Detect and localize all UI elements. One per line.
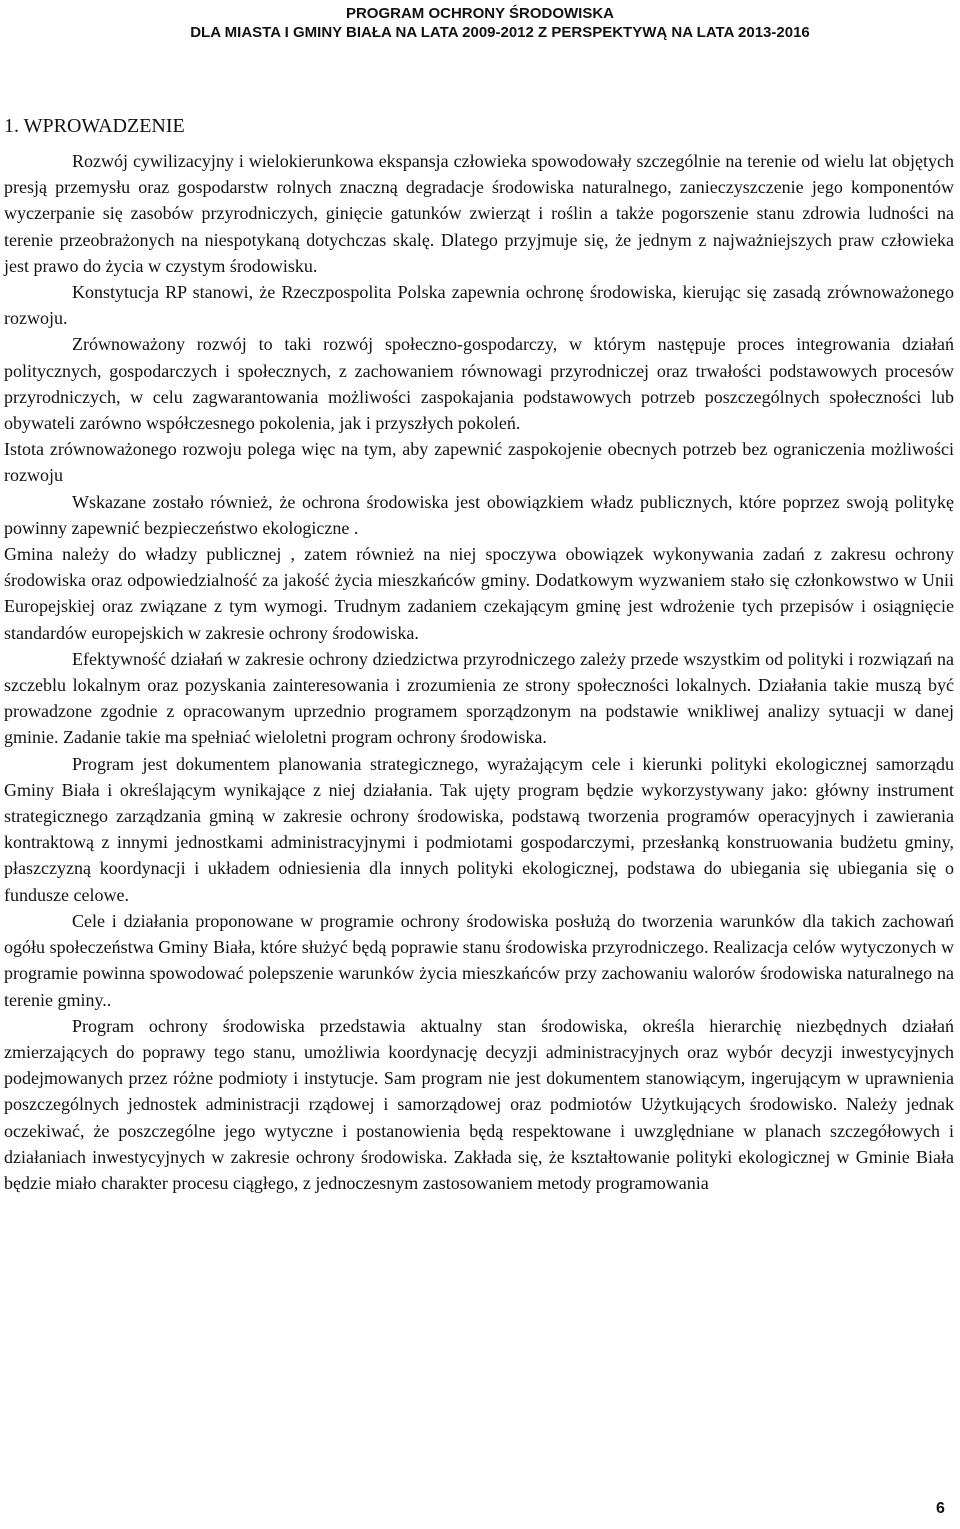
paragraph: Program jest dokumentem planowania strategicznego, wyrażającym cele i kierunki polityki ekologicznej samorządu Gminy Biała i określającym wynikające z niej działania. Tak ujęty program będzie wykorzystywany jako: główny instrument strategicznego zarządzania gminą w zakresie ochrony środowiska, podstawą tworzenia programów operacyjnych i zawierania kontraktową z innymi jednostkami administracyjnymi i podmiotami gospodarczymi, przesłanką konstruowania budżetu gminy, płaszczyzną koordynacji i układem odniesienia dla innych polityki ekologicznej, podstawa do ubiegania się ubiegania się o fundusze celowe. (4, 753, 954, 905)
paragraph: Cele i działania proponowane w programie ochrony środowiska posłużą do tworzenia warunków dla takich zachowań ogółu społeczeństwa Gminy Biała, które służyć będą poprawie stanu środowiska przyrodniczego. Realizacja celów wytyczonych w programie powinna spowodować polepszenie warunków życia mieszkańców przy zachowaniu walorów środowiska naturalnego na terenie gminy.. (4, 910, 954, 1010)
section-title: WPROWADZENIE (23, 115, 185, 137)
page-number: 6 (936, 1500, 945, 1517)
header-line-2: DLA MIASTA I GMINY BIAŁA NA LATA 2009-2012 Z PERSPEKTYWĄ NA LATA 2013-2016 (190, 24, 810, 41)
paragraph: Konstytucja RP stanowi, że Rzeczpospolita Polska zapewnia ochronę środowiska, kierując się zasadą zrównoważonego rozwoju. (4, 282, 954, 329)
paragraph: Gmina należy do władzy publicznej , zatem również na niej spoczywa obowiązek wykonywania zadań z zakresu ochrony środowiska oraz odpowiedzialność za jakość życia mieszkańców gminy. Dodatkowym wyzwaniem stało się członkowstwo w Unii Europejskiej oraz związane z tym wymogi. Trudnym zadaniem czekającym gminę jest wdrożenie tych przepisów i osiągnięcie standardów europejskich w zakresie ochrony środowiska. (4, 544, 954, 643)
header-line-1: PROGRAM OCHRONY ŚRODOWISKA (345, 5, 615, 22)
section-number: 1. (4, 115, 19, 137)
paragraph: Rozwój cywilizacyjny i wielokierunkowa ekspansja człowieka spowodowały szczególnie na terenie od wielu lat objętych presją przemysłu oraz gospodarstw rolnych znaczną degradacje środowiska naturalnego, zanieczyszczenie jego komponentów wyczerpanie się zasobów przyrodniczych, ginięcie gatunków zwierząt i roślin a także pogorszenie stanu zdrowia ludności na terenie przeobrażonych na niespotykaną dotychczas skalę. Dlatego przyjmuje się, że jednym z najważniejszych praw człowieka jest prawo do życia w czystym środowisku. (4, 151, 954, 276)
paragraph: Wskazane zostało również, że ochrona środowiska jest obowiązkiem władz publicznych, które poprzez swoją politykę powinny zapewnić bezpieczeństwo ekologiczne . (4, 491, 954, 538)
paragraph: Istota zrównoważonego rozwoju polega więc na tym, aby zapewnić zaspokojenie obecnych potrzeb bez ograniczenia możliwości rozwoju (4, 439, 954, 486)
paragraph: Efektywność działań w zakresie ochrony dziedzictwa przyrodniczego zależy przede wszystkim od polityki i rozwiązań na szczeblu lokalnym oraz pozyskania zainteresowania i zrozumienia ze strony społeczności lokalnych. Działania takie muszą być prowadzone zgodnie z opracowanym uprzednio programem sporządzonym na podstawie wnikliwej analizy sytuacji w danej gminie. Zadanie takie ma spełniać wieloletni program ochrony środowiska. (4, 648, 954, 748)
section-heading (4, 114, 185, 138)
running-header (0, 4, 960, 42)
paragraph: Zrównoważony rozwój to taki rozwój społeczno-gospodarczy, w którym następuje proces integrowania działań politycznych, gospodarczych i społecznych, z zachowaniem równowagi przyrodniczej oraz trwałości podstawowych procesów przyrodniczych, w celu zagwarantowania możliwości zaspokajania podstawowych potrzeb poszczególnych społeczności lub obywateli zarówno współczesnego pokolenia, jak i przyszłych pokoleń. (4, 334, 954, 434)
paragraph: Program ochrony środowiska przedstawia aktualny stan środowiska, określa hierarchię niezbędnych działań zmierzających do poprawy tego stanu, umożliwia koordynację decyzji administracyjnych oraz wybór decyzji inwestycyjnych podejmowanych przez różne podmioty i instytucje. Sam program nie jest dokumentem stanowiącym, ingerującym w uprawnienia poszczególnych jednostek administracji rządowej i samorządowej oraz podmiotów Użytkujących środowisko. Należy jednak oczekiwać, że poszczególne jego wytyczne i postanowienia będą respektowane i uwzględniane w planach szczegółowych i działaniach inwestycyjnych w zakresie ochrony środowiska. Zakłada się, że kształtowanie polityki ekologicznej w Gminie Biała będzie miało charakter procesu ciągłego, z jednoczesnym zastosowaniem metody programowania (4, 1015, 954, 1193)
document-body (4, 148, 954, 1196)
